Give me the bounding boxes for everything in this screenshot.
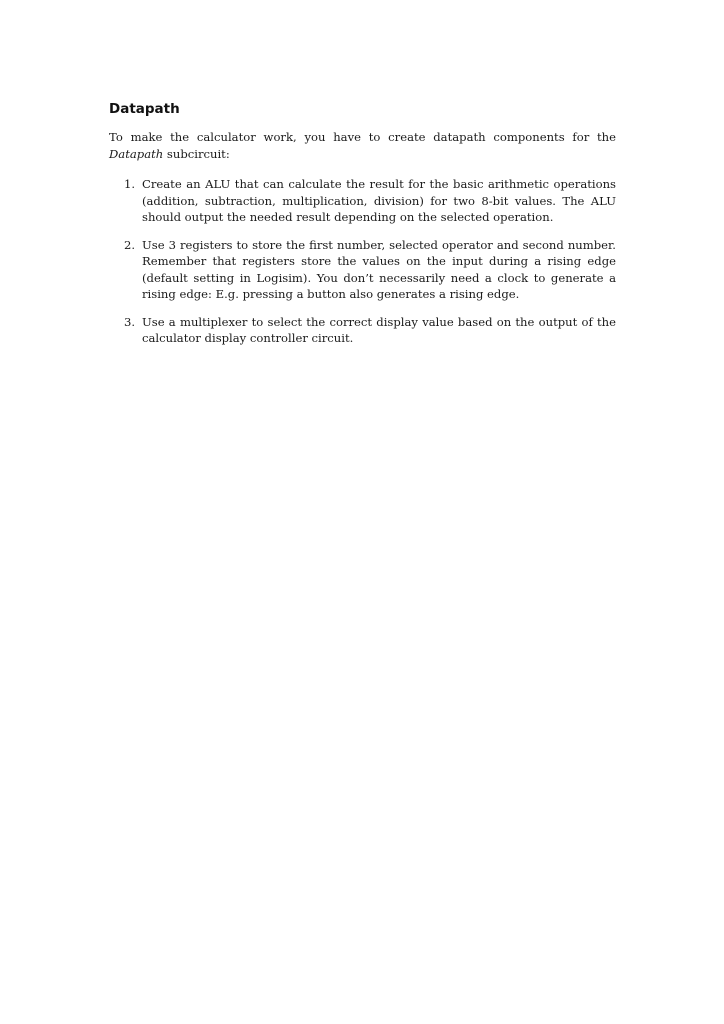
intro-text-after: subcircuit: — [163, 146, 230, 161]
section-heading: Datapath — [109, 101, 180, 117]
intro-emphasis: Datapath — [109, 146, 164, 161]
list-item-text: Use a multiplexer to select the correct display value based on the output of the calculator display controller circuit. — [142, 314, 616, 345]
list-item-number: 1. — [124, 177, 136, 191]
intro-paragraph — [109, 129, 616, 162]
intro-text-before: To make the calculator work, you have to create datapath components for the — [109, 130, 616, 144]
list-item — [109, 176, 616, 226]
list-item — [109, 237, 616, 303]
list-item-text: Create an ALU that can calculate the result for the basic arithmetic operations (addition, subtraction, multiplication, division) for two 8-bit values. The ALU should output the needed result depending on the selected operation. — [142, 177, 616, 224]
task-list — [109, 176, 616, 347]
list-item-number: 2. — [124, 237, 136, 252]
list-item — [109, 314, 616, 347]
document-content — [109, 100, 616, 358]
list-item-number: 3. — [124, 314, 136, 329]
list-item-text: Use 3 registers to store the first number, selected operator and second number. Remember that registers store the values on the input during a rising edge (default setting in Logisim). You don’t necessarily need a clock to generate a rising edge: E.g. pressing a button also generates a rising edge. — [142, 237, 616, 301]
